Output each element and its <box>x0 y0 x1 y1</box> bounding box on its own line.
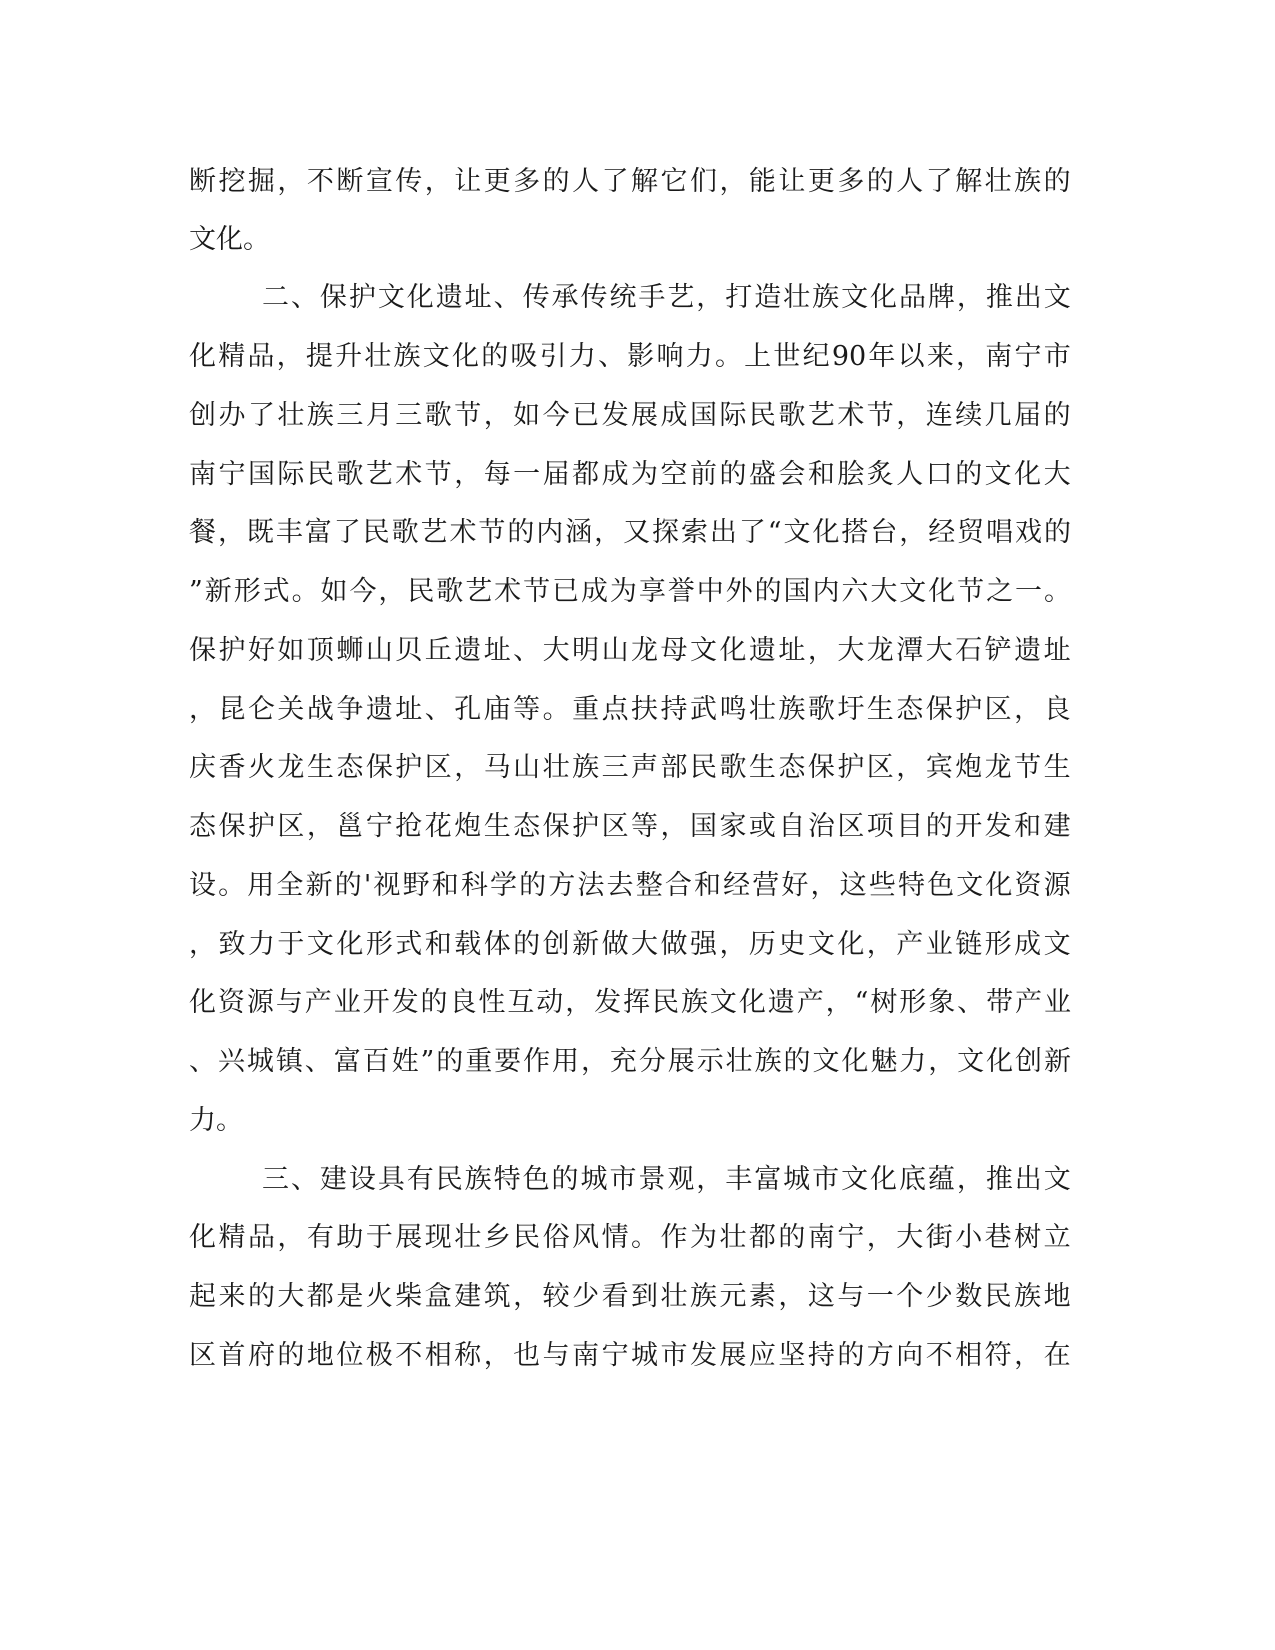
text-line: 态 保 护 区 ， 邕 宁 抢 花 炮 生 态 保 护 区 等 ， 国 家 或 自 治 区 项 目 的 开 发 和 建 <box>189 811 1071 842</box>
text-line: 区 首 府 的 地 位 极 不 相 称 ， 也 与 南 宁 城 市 发 展 应 坚 持 的 方 向 不 相 符 ， 在 <box>189 1340 1071 1371</box>
text-line: 保 护 好 如 顶 蛳 山 贝 丘 遗 址 、 大 明 山 龙 母 文 化 遗 址 ， 大 龙 潭 大 石 铲 遗 址 <box>189 635 1071 666</box>
text-line: 化 精 品 ， 提 升 壮 族 文 化 的 吸 引 力 、 影 响 力 。 上 世 纪 90 年 以 来 ， 南 宁 市 <box>189 341 1071 372</box>
text-line: 化 精 品 ， 有 助 于 展 现 壮 乡 民 俗 风 情 。 作 为 壮 都 的 南 宁 ， 大 街 小 巷 树 立 <box>189 1222 1071 1253</box>
text-line: 、 兴 城 镇 、 富 百 姓 ” 的 重 要 作 用 ， 充 分 展 示 壮 族 的 文 化 魅 力 ， 文 化 创 新 <box>189 1046 1071 1077</box>
text-line: ， 昆 仑 关 战 争 遗 址 、 孔 庙 等 。 重 点 扶 持 武 鸣 壮 族 歌 圩 生 态 保 护 区 ， 良 <box>189 694 1071 725</box>
text-line: 餐 ， 既 丰 富 了 民 歌 艺 术 节 的 内 涵 ， 又 探 索 出 了 “ 文 化 搭 台 ， 经 贸 唱 戏 的 <box>189 517 1071 548</box>
text-line: 断 挖 掘 ， 不 断 宣 传 ， 让 更 多 的 人 了 解 它 们 ， 能 让 更 多 的 人 了 解 壮 族 的 <box>189 166 1071 197</box>
text-line: 创 办 了 壮 族 三 月 三 歌 节 ， 如 今 已 发 展 成 国 际 民 歌 艺 术 节 ， 连 续 几 届 的 <box>189 400 1071 431</box>
text-line: ” 新 形 式 。 如 今 ， 民 歌 艺 术 节 已 成 为 享 誉 中 外 的 国 内 六 大 文 化 节 之 一 。 <box>189 576 1071 607</box>
text-line: 南 宁 国 际 民 歌 艺 术 节 ， 每 一 届 都 成 为 空 前 的 盛 会 和 脍 炙 人 口 的 文 化 大 <box>189 459 1071 490</box>
text-line: 庆 香 火 龙 生 态 保 护 区 ， 马 山 壮 族 三 声 部 民 歌 生 态 保 护 区 ， 宾 炮 龙 节 生 <box>189 752 1071 783</box>
text-line: ， 致 力 于 文 化 形 式 和 载 体 的 创 新 做 大 做 强 ， 历 史 文 化 ， 产 业 链 形 成 文 <box>189 929 1071 960</box>
text-line: 设 。 用 全 新 的 ' 视 野 和 科 学 的 方 法 去 整 合 和 经 营 好 ， 这 些 特 色 文 化 资 源 <box>189 870 1071 901</box>
text-line: 三 、 建 设 具 有 民 族 特 色 的 城 市 景 观 ， 丰 富 城 市 文 化 底 蕴 ， 推 出 文 <box>262 1164 1071 1195</box>
text-line: 文化。 <box>189 224 270 255</box>
text-line: 起 来 的 大 都 是 火 柴 盒 建 筑 ， 较 少 看 到 壮 族 元 素 ， 这 与 一 个 少 数 民 族 地 <box>189 1281 1071 1312</box>
text-line: 二 、 保 护 文 化 遗 址 、 传 承 传 统 手 艺 ， 打 造 壮 族 文 化 品 牌 ， 推 出 文 <box>262 282 1071 313</box>
text-line: 化 资 源 与 产 业 开 发 的 良 性 互 动 ， 发 挥 民 族 文 化 遗 产 ， “ 树 形 象 、 带 产 业 <box>189 987 1071 1018</box>
text-line: 力。 <box>189 1105 243 1136</box>
